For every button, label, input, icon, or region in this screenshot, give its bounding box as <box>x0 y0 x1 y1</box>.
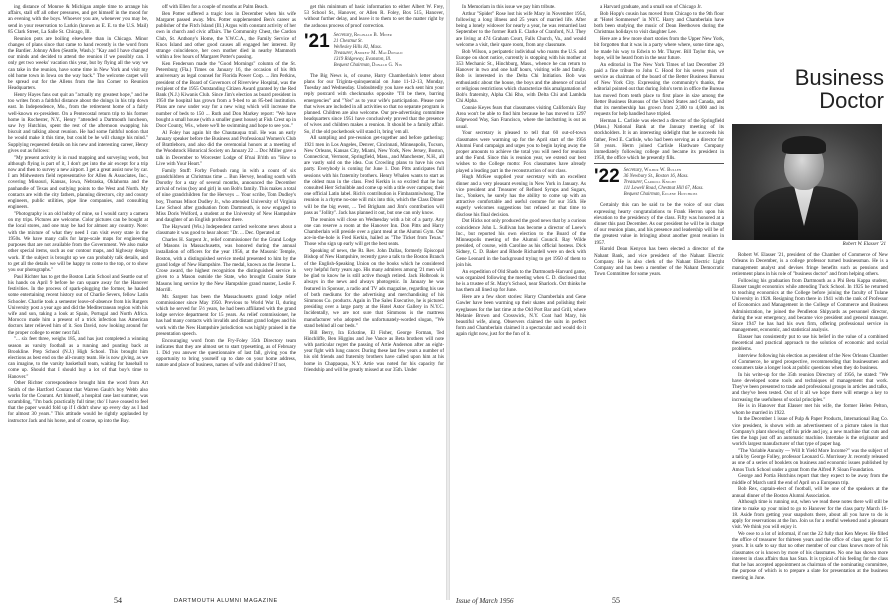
class-1921-paragraph-0 <box>304 4 444 29</box>
paragraph: Although time is running out, when we read these notes there will still be time to make up your mind to go to Hanover for the class party March 16-18. Aside from getting your snapshots there, about all you have to do is apply for reservations at the Inn. Join us for a restful weekend and a pleasant visit. We think you will enjoy it. <box>732 499 888 531</box>
class-1922-paragraphs <box>594 202 724 277</box>
paragraph: Bob Wilson, a peripatetic individual who roams the U.S. and Europe on short notice, currently is stopping with his mother at 353 Mechanic St., Hinchburg, Mass., whence he can return to Hanover in two and one half hours, visiting wife and family. Bob is interested in the Delta Chi Initiation. Bob was enthusiastic about the house, the boys and the absence of racial or religious restrictions which characterize this amalgamation of Bob's fraternity, Alpha Chi Rho, with Delta Chi and Lambda Chi Alpha. <box>456 48 586 105</box>
paragraph: An editorial in The New York Times of last December 29 paid a fine tribute to John C. Hood for his seven years of service as chairman of the board of the Better Business Bureau of New York City. Expressing the community's thanks, the editorial pointed out that during John's term in office the Bureau has moved from tenth place to first place in size among the Better Business Bureaus of the United States and Canada, and that its membership has grown from 2,300 to 4,000 and its requests for help handled have tripled. <box>594 61 724 118</box>
left-column-3 <box>304 4 444 596</box>
paragraph: Al Foley has again hit the Chautauqua trail. He was an early January speaker before the Business and Professional Women's Club of Brattleboro, and also did the ceremonial honors at a meeting of the Woodstock Historical Society on January 22 ... Doc Miller gave a talk in December to Worcester Lodge of B'nai B'rith on "How to Live with Your Heart." <box>156 129 296 167</box>
paragraph: George and Portia Hutchins report that they expect to be away from the middle of March until the end of April on a European trip. <box>732 473 888 486</box>
paragraph: Mr. Sargent has been the Massachusetts grand lodge relief commissioner since May 1950. Previous to World War II, during which he served for 5½ years, he had been affiliated with the grand lodge service department for 15 years. As relief commissioner, he has had many contacts with invalids and distant grand lodges and his work with the New Hampshire jurisdiction was highly praised in the presentation speech. <box>156 293 296 337</box>
paragraph: Hugh McKee supplied your secretary with an excellent dinner and a very pleasant evening in New York in January. As vice president and Treasurer of Refined Syrups and Sugars, Inc., Yonkers, he surely has the ability to come up with an attractive comfortable and useful costume for our 35th. He eagerly welcomes suggestions but refused at that time to disclose his final decision. <box>456 174 586 218</box>
paragraph: Your secretary is pleased to tell that 60 out-of-town classmates were warming up for the April start of the 1956 Alumni Fund campaign and urges you to begin laying away the proper amounts to achieve the total you will need for reunion and the Fund. Since this is reunion year, we extend our best wishes to the College motto: Fox classmates have already played a leading part in the reconstruction of our class. <box>456 130 586 174</box>
paragraph: An expedition of Old Shads to the Dartmouth-Harvard game, was organized following the meeting when C. D. disclosed that he is a trustee of St. Mary's School, near Sharlock. Oct thinks he has them all lined up for June. <box>456 268 586 294</box>
class-1922-officers: Secretary, Wilbur W. Bullen 36 Newbury St., Boston 16, Mass. Treasurer, Carroll Knight 111 Lowell Road, Chestnut Hill 67, Mass. Bequest Chairman, Eugene Hotchkiss <box>623 168 704 198</box>
paragraph: We owe to a lot of informal, if not the 22 fully that Ken Meyer. He filled the office of treasurer for thirteen years and the office of class agent for 15 years. It is safe to say that no other member of our class knows more of his classmates or is known by more of his classmates. No one has shown more interest in class affairs than has Stan. It is typical of his feeling for the class that he has accepted appointment as chairman of the nominating committee, the purpose of which is to prepare a slate for presentation at the business meeting in June. <box>732 531 888 581</box>
article-body <box>732 252 888 352</box>
article-title: Business Doctor <box>794 65 884 113</box>
class-year-21: '21 <box>304 30 330 52</box>
paragraph: Bill Berry, Ira Eckstine, El Fisher, George Forman, Ted Hinchliffe, Ben Higgins and Joe Vance as Beta brothers will note with particular regret the passing of Artie Anderson after an eight-year fight with lung cancer. During these last few years a number of his old friends and fraternity brothers have called upon him at his home in Chappaqua, N.Y. Artie was noted for his capacity for friendship and will be greatly missed at our 35th. Under <box>304 329 444 373</box>
paragraph: Bob Rex, captain-elect of football, will be one of the speakers at the annual dinner of the Boston Alumni Association. <box>732 486 888 499</box>
paragraph: Other Richter correspondence brought him the word from Art Smith of the Hartford Courant that Warren Gault's boy Webb also works for the Courant. Art himself, a hospital case last summer, was scrambling, "I'm back practically full time; tho' I have ceased to feel that the paper would fold up if I didn't show up every day as I had for almost 30 years." This attitude would be rightly applauded by instructor Jack and his horse, and of course, up into the Bay. <box>8 380 148 424</box>
paragraph: In Memoriam in this issue we pay him tribute. <box>462 4 556 10</box>
right-page <box>448 0 896 605</box>
paragraph: "The Variable Annuity — Will It Yield More Income?" was the subject of a talk by George Folley, professor Leonard G. Morrissey Jr. recently released as one of a series of booklets on business and economic issues published by Amos Tuck School under a grant from the Alfred P. Sloan Foundation. <box>732 448 888 473</box>
paragraph: "Photography is an old hobby of mine, so I would carry a camera on my trips. Pictures are welcome. Color pictures can be bought at the local stores, and one may be had for almost any country. Note: with the mixture of what they need I can visit every state in the 1950s. We have many calls for large-scale maps for engineering purposes that are not available from the Government. We also make other special items, such as our contour maps, and highway design work. If the subject is brought up we can probably talk details, and to get all the details we will be happy to come to the top, or to show you our photographs." <box>8 211 148 273</box>
paragraph: interview following his election as president of the New Orleans Chamber of Commerce, he urged prospective, recommending that businessmen and consumers take a longer look at public questions when they do business. <box>732 352 888 372</box>
article-photo <box>732 124 882 240</box>
left-column-2-paragraphs <box>156 4 296 369</box>
class-1921-header <box>304 30 444 69</box>
class-divider <box>594 163 724 164</box>
right-column-2-paragraphs <box>594 4 724 161</box>
paragraph: In the December 1 issue of Pulp & Paper Products, International Bag Co. vice president, is shown with an advertisement of a picture taken in that Company's plant showing off his pride and joy, a new machine that cuts and ties the bags just off an automatic machine. Intertake is the originator and world's largest manufacturer of that type of paper bag. <box>732 416 888 448</box>
paragraph: All sampling and pre-reunion get-together and before gathering: 1921 men in Los Angeles, Denver, Cincinnati, Minneapolis, Tucson, New Orleans, Kansas City, Miami, New York, New Jersey, Boston, Connecticut, Vermont, Springfield, Mass., and Manchester, N.H., all are vastly sold on the idea. Cus Crowling plans to have his own party. Everybody is coming for June 1. Don Pitts anticipates full sessions with his fraternity brothers. Henry Whalen wants to start as the oldest man in the class. Fred Kerkin is so excited that he has consulted Herr Schnibble and come up with a title over campus; their one official Latin label. Rich's contribution is Fimbaramiwhong. The reunion is a rhyme no-one will mix into this, which the Class Dinner will be the big event, ... Ted Brigham and Jim's contribution will pass as "Jollity". Jack has planned it out, but one can only know. <box>304 135 444 216</box>
paragraph: Dot Hicks not only produced the good news that by a curious coincidence John L. Sullivan has become a director of Loew's Inc., but reported his own election to the Board of the Minneapolis meeting of the Alumni Council. Ray Wilde presided, of course, with Caroline as his official hostess. Dick Sidney, C. D. Baker and Rhode Richardell were on deck with Gene Leonard in the background trying to get 1950 of them to join his. <box>456 218 586 268</box>
paragraph: The Hayward (Wis.) Independent carried welcome news about a classmate it was good to hear about: "Dr. ... Dec. Operated at: <box>156 224 296 237</box>
paragraph: He is in Hanover that Elasser met his wife, the former Helen Pelton, whom he married in 1922. <box>732 403 888 416</box>
paragraph: "... six feet three, weighs 185, and has just completed a winning season as varsity football as a running and punting back at Brookline. Prep School (N.J.) High School. This brought him elections as best end on the all-county team. He is now giving, as we can imagine, to the varsity basketball team, waiting for baseball to come up. Should that I should buy a lot of that boy's time to Hanover." <box>8 336 148 380</box>
paragraph: Reunion pots are boiling elsewhere than in Chicago. Minor changes of plans since that came to hand recently is the word from the Bardier. Johnny Allen (Seattle, Wash.): "Kay and I have changed our minds and decided to attend the reunion if we possibly can. I only get two weeks' vacation this year, but by flying all the way we can take in the reunion, have some time in New York and visit my old home town in Iowa on the way back." The welcome carpet will be spread out for the Allens from the Inn Corner to Reunion Headquarters. <box>8 35 148 92</box>
issue-date: Issue of March 1956 <box>456 597 514 605</box>
paragraph: Arthur "Spider" Rose lost his wife Mary in November 1954, following a long illness and 25 years of married life. After being a lonely widower for nearly a year, he was remarried last September to the former Ruth E. Clarke of Cranford, N.J. They are living at 474 Graham Court, Falls Church, Va., and would welcome a visit, their spare room, from any classmate. <box>456 10 586 48</box>
left-column-2 <box>156 4 296 596</box>
right-column-1 <box>456 4 586 596</box>
class-year-22: '22 <box>594 166 620 188</box>
paragraph: "My present activity is in road mapping and surveying work, but although flying is part of it, I don't get into the air except for a trip now and then to survey a new airport. I get a great assist now by car. I am Midwestern field representative for Allen & Associates, Inc., covering Missouri, Kansas, Iowa, Nebraska, Oklahoma and the panhandle of Texas and outlying points to the West and North. My contacts are with the city fathers, planning directors, city and county engineers, public utilities, pipe line companies, and consulting engineers. <box>8 154 148 211</box>
paragraph: Family Stuff: Forby Forbush rang in with a count of six grandchildren at Christmas time ... Bun Hervey, heading south with Dorothy for a stay of several months, announced the December arrival of twins (boy and girl) in son Bob's family. This makes a total of nine grandchildren for the Herveys ... Your scribe, Tom Dudley's boy, Thomas Minot Dudley Jr., who attended University of Virginia Law School after graduation from Dartmouth, is now engaged to Miss Doris Wolford, a student at the University of New Hampshire and daughter of an English professor there. <box>156 167 296 224</box>
paragraph: off with Ellen for a couple of months at Palm Beach. <box>162 4 269 10</box>
paragraph: Harold Dean Kenyon has been elected a director of the Nahant Bank, and vice president of the Nahant Electric Company. He is also clerk of the Nahant Electric Light Company and has been a member of the Nahant Democratic Town Committee for some years. <box>594 246 724 278</box>
paragraph: a Harvard graduate, and a small son of Chicago Jr. <box>600 4 702 10</box>
right-page-number: 55 <box>612 596 620 605</box>
paragraph: Charles H. Sargent Jr., relief commissioner for the Grand Lodge of Masons in Massachusetts, was honored during the annual installation of officers for the year 1956, at the Masonic Temple, Boston, with a distinguished service medal presented to him by the grand lodge of New Hampshire. The medal, known as the Jerome L. Crose award, the highest recognition the distinguished service is given to a Mason outside the State, who brought Granite State Masons long service by the New Hampshire grand master, Leslie F. Morrill. <box>156 237 296 293</box>
paragraph: Herman L. Carlisle was elected a director of the Springfield (Mass.) National Bank at the January meeting of its stockholders. It is an interesting sidelight that he succeeds his father, Fred E. Carlisle, who had been serving as a director for 58 years. Herm joined Carlisle Hardware Company immediately following college and became its president in 1958, the office which he presently fills. <box>594 118 724 162</box>
class-1921-officers: Secretary, Reginald B. Miner 21 Chestnut St. Wellesley Hills 82, Mass. Treasurer, Andrew M. MacDonald 1319 Ridgeway, Evanston, Ill. Bequest Chairman, Donald G. Nix <box>333 32 403 68</box>
left-column-1 <box>8 4 148 596</box>
paragraph: Connie Keyes fears that classmates visiting California's Bay Area won't be able to find him because he has moved to 1297 Edgewood Way, San Francisco, where the latchstring is out as usual. <box>456 105 586 130</box>
paragraph: Robert W. Elasser '21, president of the Chamber of Commerce of New Orleans in December, is a college professor turned businessman. He is a management analyst and devises fringe benefits such as pensions and retirement plans in his role of "business doctor" and from helping others. <box>732 252 888 277</box>
paragraph: The Big News is, of course, Harry Chamberlain's letter about plans for our Triginta-quinquennial on June 11-12-13, Monday, Tuesday and Wednesday. Undoubtedly you have each sent him your reply postcard with checkmarks opposite "I'll be there, barring emergencies" and "Yes" as to your wife's participation. Please note that wives are included in all activities so that no separate program is planned. Children are also welcome. Our pre-advertising committee headquarters since 1951 have conclusively proved that the presence of wives and children makes a reunion. It should be a family affair. So, if the old pocketbook will stand it, bring 'em all. <box>304 72 444 135</box>
paragraph: ing distance of Monroe & Michigan ample time to arrange his affairs, stall off all other pressures, and get himself in the mood for an evening with the boys. Whoever you are, whenever you may be, send in your reservation to Larkin (known as E. E. to the U.S. Mail) 85 Clark Street, La Salle St. Chicago, Ill. <box>8 4 148 35</box>
photo-caption: Robert W. Elasser '21 <box>842 242 886 247</box>
paragraph: Here are a few more short stories from the Upper New York, bit forgotten that it was in a party where where, some time ago, he made his way to Edwin to Mr. Thayer. Bill Taylor this, we hope, will be heard from in the near future. <box>594 36 724 61</box>
paragraph: Bob Hopp's cousin has moved from Chicago to the 9th floor at "Hotel Sommerset" in NYC. Harry and Chamberlain have both been studying the music of Dean Beethoven during the Christmas holidays to visit daughter Lee. <box>594 10 724 36</box>
paragraph: Elasser has consistently put to use his belief in the value of a combined theoretical and practical approach to the solution of economic and social problems. <box>732 334 888 353</box>
paragraph: get this minimum of basic information to either Albert W. Frey, 53 School St., Hanover, or Allen R. Foley, Box 515, Hanover, without further delay, and leave it to them to set the matter right by the arduous process of proof correction. <box>304 4 444 29</box>
paragraph: Following his graduation from Dartmouth as a Phi Beta Kappa student, Elasser taught economics while attending Tuck School. In 1925 he returned to teaching economics at the College before joining the faculty of Tulane University in 1928. Resigning from there in 1941 with the rank of Professor of Economics and Management in the College of Commerce and Business Administration, he joined the Pendleton Shipyards as personnel director, during the war emergency, and became vice president and general manager. Since 1947 he has had his own firm, offering professional service in management, economic, and statistical analysis. <box>732 277 888 334</box>
paragraph: Encouraging word from the Fry-Foley 35th Directory team indicates that they are almost set to start typesetting, as of February 1. Did you answer the questionnaire of last fall, giving you the opportunity to bring yourself up to date on your home address, nature and place of business, names of wife and children? If not, <box>156 337 296 369</box>
paragraph: Certainly this can be said to be the voice of our class expressing hearty congratulations to Frank Herron upon his elevation to the presidency of the class. Fifty was honored at a dinner this past December. As our president he will be in charge of our reunion plans, and his presence and leadership will be of the greatest value in bringing about another great reunion in 1957. <box>594 202 724 246</box>
right-column-2 <box>594 4 724 596</box>
paragraph: Ken Fenderson made the "Good Mornings" column of the St. Petersburg (Fla.) Times on January 16, the occasion of his 8th anniversary as legal counsel for Florida Power Corp. ... Jim Perkins, president of the Board of Governors of Riverview Hospital, was the recipient of the 1955 Outstanding Citizen Award granted by the Red Bank (N.J.) Kiwanis Club. Since Jim's election as board president in 1950 the hospital has grown from a 9-bed to an 85-bed institution. Plans are now under way for a new wing which will increase the number of beds to 150 ... Ruth and Don Markey report: "We have bought a small house (with a smaller guest house) at Fish Crest up in Door County, Wis., where we'll be swimming and hope to see you." <box>156 61 296 130</box>
paragraph: The reunion will close on Wednesday with a bit of a party. Any one can reserve a room at the Hanover Inn. Don Pitts and Harry Chamberlain will preside over a giant meal at the Alumni Gym. Our ace-in-the-hole is Fred Kerkin, hailed as "The Ticket from Texas." Those who sign up early will get the best seats. <box>304 216 444 248</box>
paragraph: Henry Hayes fans out quit an "actually my greatest hope," and he too writes from a faithful distance about the doings in his trip down east. In Independence, Mo., from the retirement home of a fairly well-known ex-president. On a Pentecostal return trip to his former home in Rochester, N.Y., Henry "attended a Dartmouth luncheon, saw Ivy Hutchins, spent the rest of the afternoon swapping his biscuit and talking about reunion. He had some faithful notion that he would make it this time, but could be he will change his mind." Supplying requested details on his new and interesting career, Henry gives out as follows: <box>8 92 148 154</box>
class-1922-header <box>594 168 724 198</box>
left-page-number: 54 <box>114 596 122 605</box>
magazine-name: DARTMOUTH ALUMNI MAGAZINE <box>174 598 278 604</box>
paragraph: Paul Richter has to get the Boston Latin School and Seattle out of his hands on April 9 before he can square away for the Hanover festivities. In the process of spark-plugging the former, he hauled some entertaining recent history out of Charlie Severs, fellow Latin Schooler. Charlie took a semester leave-of-absence from his Rutgers University post a year ago and did the Mediterranean region with his wife and son, taking a look at Spain, Portugal and North Africa. Morocco made him a present of a trick infection has American doctors later relieved him of it. Son David, now looking around for the proper college to enter next fall. <box>8 273 148 336</box>
paragraph: Ben Potter suffered a tragic loss in December when his wife Margaret passed away. Mrs. Potter supplemented Ben's career as publisher of the Fitch Island (Ill.) Argus with constant activity of her own in church and civic affairs. The Community Chest, the Cardon Club, St. Anthony's Home, the Y.W.C.A., the Family Service of Knox Island and other good causes all engaged her interest. By strange coincidence, her own mother died in nearby Mammoth within a few hours of Margaret Potter's passing. <box>156 10 296 61</box>
right-column-3 <box>732 4 888 596</box>
article-continued <box>732 353 888 581</box>
paragraph: Speaking of news, the Rt. Rev. John Dallas, formerly Episcopal Bishop of New Hampshire, recently gave a talk to the Boston Branch of the English-Speaking Union on the books which he considered very helpful forty years ago. His many admirers among '21 men will be glad to know he is still active though retired. Jack Holbrook is always in the news and always photogenic. In January he was featured in Sponsor, a radio and TV ads magazine, regarding his use of both mediums for the advertising and merchandising of his Simmons Co. products. Again in The Sales Executive, he is pictured presiding over a large party at the Hotel Astor Gallery in N.Y.C. Incidentally, we are not sure that Simmons is the mattress manufacturer who adopted the unfortunately-worded slogan, "We stand behind all our beds." <box>304 248 444 329</box>
paragraph: Here are a few short stories: Harry Chamberlain and Gene Gawler have been warming up their skates and polishing their eyeglasses for the last time at the Old Port Bar and Grill, where Melanie Brown and Crosswick, N.Y. Coat had Mary, his beautiful wife, along. Observers claimed the suits in perfect form and Chamberlain claimed it a spectacular and would do it again right now, just for the fun of it. <box>456 294 586 338</box>
class-1921-paragraphs <box>304 73 444 373</box>
paragraph: In his write-up for the 35th reunion Directory of 1956, he stated: "We have developed some tools and techniques of management that work. They've been presented to trade and professional groups in articles and talks, and they've been tested. Out of it all we hope there will emerge a key to increasing the usefulness of social principles." <box>732 371 888 403</box>
